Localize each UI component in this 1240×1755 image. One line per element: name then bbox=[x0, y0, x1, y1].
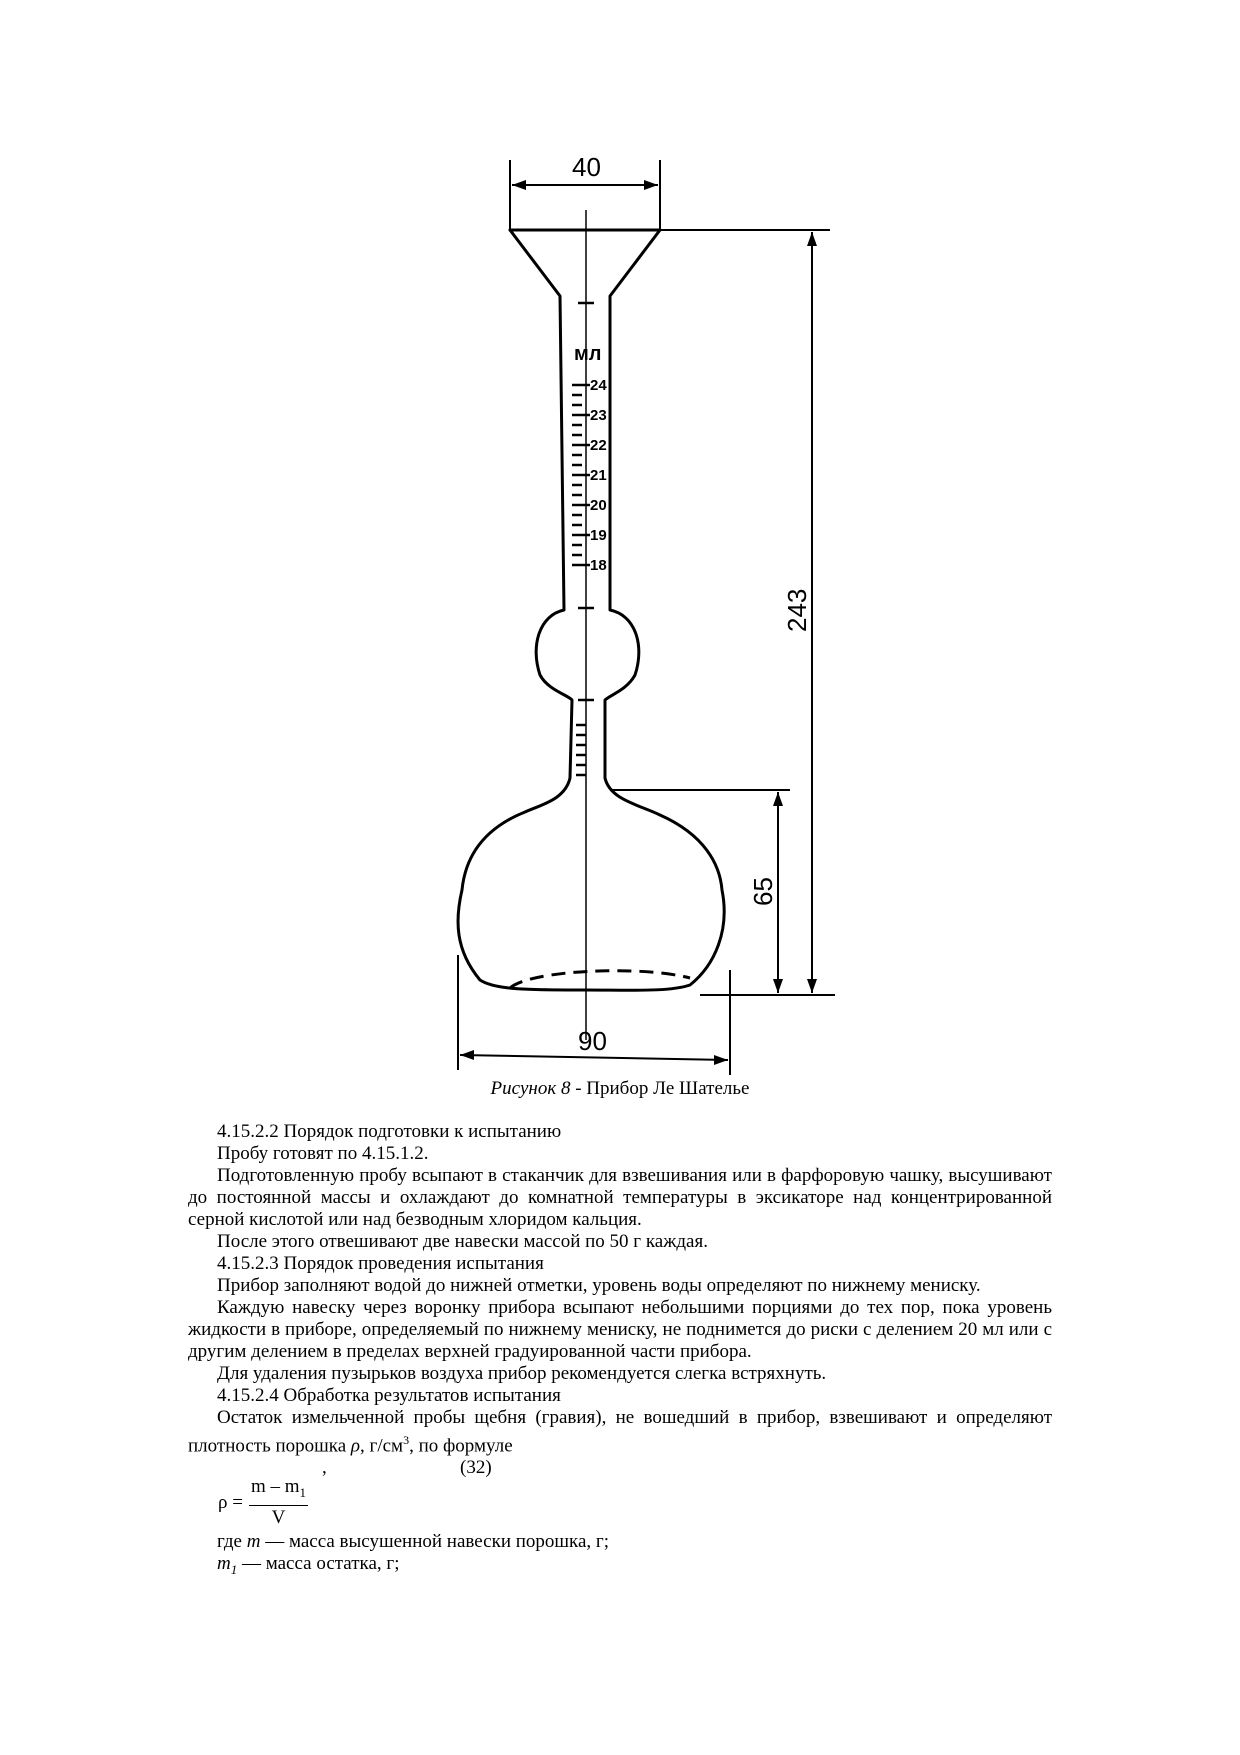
arrowhead bbox=[773, 979, 783, 993]
base-dashed-curve bbox=[510, 971, 690, 988]
text-run: Остаток измельченной пробы щебня (гравия), не вошедший в прибор, взвешивают и определяют плотность порошка bbox=[188, 1407, 1052, 1457]
where-line bbox=[188, 1553, 1052, 1581]
scale-label: 20 bbox=[590, 497, 607, 514]
caption-separator: - bbox=[570, 1078, 587, 1099]
formula-comma: , bbox=[322, 1457, 327, 1479]
formula-number: (32) bbox=[460, 1457, 492, 1479]
paragraph: Для удаления пузырьков воздуха прибор рекомендуется слегка встряхнуть. bbox=[217, 1363, 827, 1384]
scale-label: 23 bbox=[590, 407, 607, 424]
text-run: , г/см bbox=[360, 1435, 404, 1457]
fraction bbox=[249, 1477, 308, 1528]
formula-lhs: ρ = bbox=[218, 1491, 243, 1513]
paragraph bbox=[188, 1407, 1052, 1457]
paragraph: Прибор заполняют водой до нижней отметки, уровень воды определяют по нижнему мениску. bbox=[217, 1275, 981, 1296]
document-body bbox=[188, 1121, 1052, 1581]
section-heading: 4.15.2.3 Порядок проведения испытания bbox=[217, 1253, 544, 1274]
section-heading: 4.15.2.4 Обработка результатов испытания bbox=[217, 1385, 561, 1406]
figure-title: Прибор Ле Шателье bbox=[586, 1078, 750, 1099]
dim-243-label: 243 bbox=[782, 588, 812, 632]
paragraph: После этого отвешивают две навески массой по 50 г каждая. bbox=[217, 1231, 708, 1252]
fraction-numerator bbox=[249, 1477, 308, 1506]
scale-label: 19 bbox=[590, 527, 607, 544]
paragraph: Подготовленную пробу всыпают в стаканчик для взвешивания или в фарфоровую чашку, высушивают до постоянной массы и охлаждают до комнатной температуры в эксикаторе над концентрированной серной кислотой или над безводным хлоридом кальция. bbox=[188, 1165, 1052, 1230]
arrowhead bbox=[460, 1050, 474, 1060]
rho-symbol: ρ bbox=[350, 1435, 361, 1457]
paragraph: Каждую навеску через воронку прибора всыпают небольшими порциями до тех пор, пока уровень жидкости в приборе, определяемый по нижнему мениску, не поднимется до риски с делением 20 мл или с другим делением в пределах верхней градуированной части прибора. bbox=[188, 1297, 1052, 1362]
subscript: 1 bbox=[299, 1485, 307, 1501]
section-heading: 4.15.2.2 Порядок подготовки к испытанию bbox=[217, 1121, 562, 1142]
arrowhead bbox=[512, 180, 526, 190]
text-run: где bbox=[217, 1531, 247, 1553]
arrowhead bbox=[773, 792, 783, 806]
arrowhead bbox=[714, 1055, 728, 1065]
flask-right-outline bbox=[585, 230, 724, 990]
superscript: 3 bbox=[403, 1433, 410, 1447]
paragraph: Пробу готовят по 4.15.1.2. bbox=[217, 1143, 429, 1164]
figure-number: Рисунок 8 bbox=[490, 1078, 571, 1099]
scale-label: мл bbox=[574, 343, 602, 365]
formula-block bbox=[188, 1457, 1052, 1531]
scale-label: 21 bbox=[590, 467, 607, 484]
figure-caption bbox=[0, 1077, 1240, 1101]
arrowhead bbox=[644, 180, 658, 190]
scale-label: 18 bbox=[590, 557, 607, 574]
text-run: — масса высушенной навески порошка, г; bbox=[260, 1531, 609, 1553]
variable: m bbox=[217, 1553, 231, 1575]
arrowhead bbox=[807, 232, 817, 246]
subscript: 1 bbox=[230, 1562, 238, 1578]
where-line bbox=[188, 1531, 1052, 1553]
variable: m bbox=[246, 1531, 261, 1553]
scale-label: 22 bbox=[590, 437, 607, 454]
text-run: , по формуле bbox=[409, 1435, 513, 1457]
flask-left-outline bbox=[458, 230, 585, 990]
formula bbox=[218, 1477, 308, 1528]
dim-90-label: 90 bbox=[578, 1026, 607, 1056]
dim-40-label: 40 bbox=[572, 152, 601, 182]
text-run: — масса остатка, г; bbox=[237, 1553, 400, 1575]
numerator-text: m – m bbox=[250, 1476, 300, 1498]
arrowhead bbox=[807, 979, 817, 993]
scale-label: 24 bbox=[590, 377, 607, 394]
dim-65-label: 65 bbox=[748, 877, 778, 906]
fraction-denominator: V bbox=[271, 1507, 286, 1529]
